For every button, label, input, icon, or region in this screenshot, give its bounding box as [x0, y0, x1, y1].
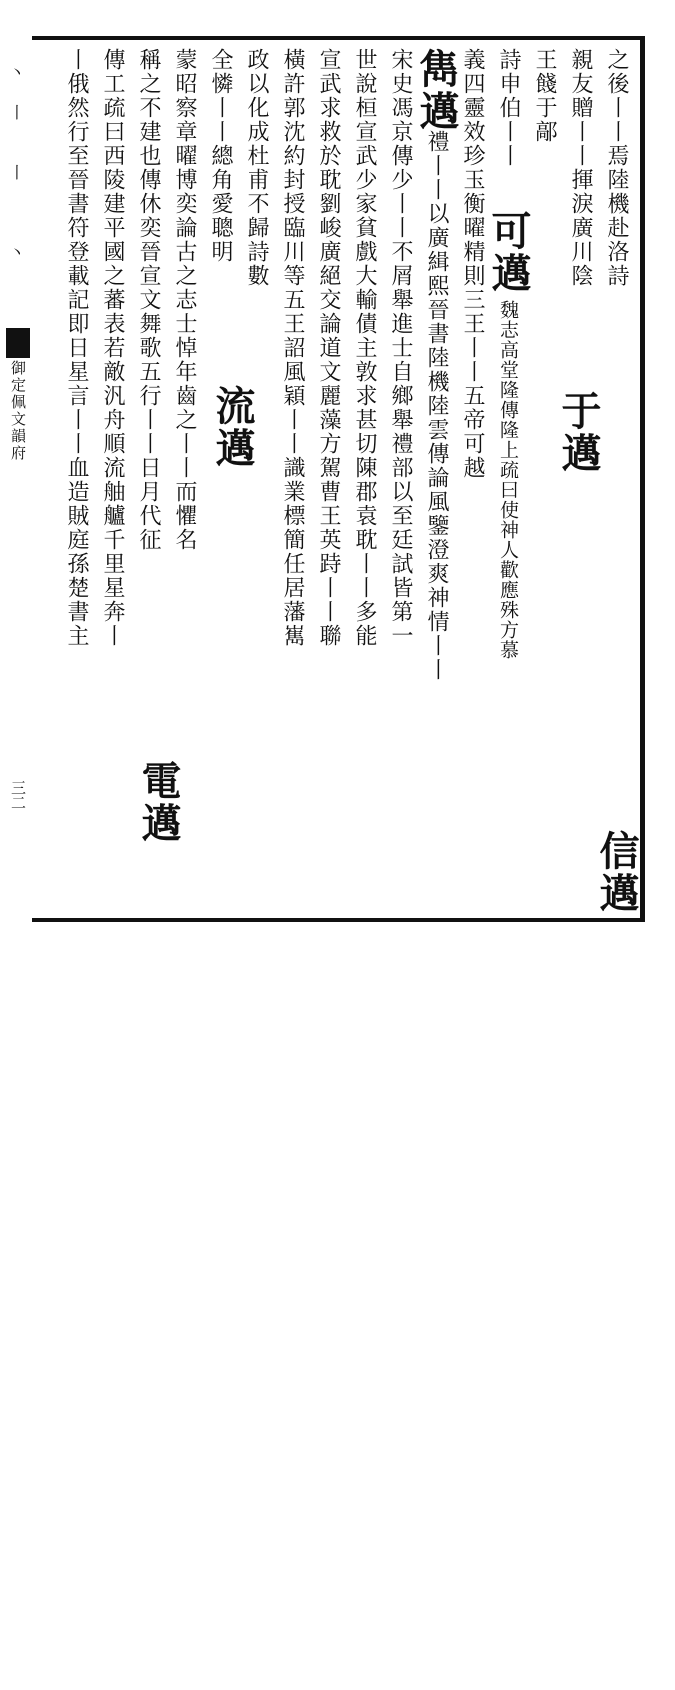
- text-column-14: 蒙昭察章曜博奕論古之志士悼年齒之丨丨而懼名: [172, 48, 197, 552]
- text-column-2: 親友贈丨丨揮淚廣川陰: [568, 48, 593, 288]
- text-column-11: 橫許郭沈約封授臨川等五王詔風穎丨丨識業標簡任居藩嶲: [280, 48, 305, 648]
- text-column-12: 政以化成杜甫不歸詩數: [244, 48, 269, 288]
- page-margin: [0, 40, 34, 912]
- text-column-15: 稱之不建也傳休奕晉宣文舞歌五行丨丨日月代征: [136, 48, 161, 552]
- margin-mark: 丨: [8, 163, 25, 182]
- headword-xinmai: 信邁: [593, 830, 640, 914]
- text-column-6: 義四靈效珍玉衡曜精則三王丨丨五帝可越: [460, 48, 485, 480]
- fish-tail-mark: [6, 328, 30, 358]
- headword-liumai: 流邁: [209, 385, 256, 469]
- text-column-3: 王餞于鄗: [532, 48, 557, 144]
- text-column-8: 宋史馮京傳少丨丨不屑舉進士自鄉舉禮部以至廷試皆第一: [388, 48, 413, 648]
- text-column-5: 魏志高堂隆傳隆上疏曰使神人歡應殊方慕: [497, 300, 519, 660]
- headword-kemai: 可邁: [485, 210, 532, 294]
- book-title: 御定佩文韻府: [9, 360, 27, 462]
- margin-mark: 丶: [8, 63, 25, 82]
- text-column-16: 傳工疏曰西陵建平國之蕃表若敵汎舟順流舳艫千里星奔丨: [100, 48, 125, 648]
- text-column-10: 宣武求救於耽劉峻廣絕交論道文麗藻方駕曹王英跱丨丨聯: [316, 48, 341, 648]
- text-column-7: 禮丨丨以廣緝熙晉書陸機陸雲傳論風鑒澄爽神情丨丨: [424, 130, 449, 682]
- margin-mark: 丨: [8, 103, 25, 122]
- text-column-9: 世說桓宣武少家貧戲大輸債主敦求甚切陳郡袁耽丨丨多能: [352, 48, 377, 648]
- headword-yumai: 于邁: [555, 390, 602, 474]
- text-column-17: 丨俄然行至晉書符登載記即日星言丨丨血造賊庭孫楚書主: [64, 48, 89, 648]
- margin-mark: 丶: [8, 243, 25, 262]
- headword-junmai: 雋邁: [413, 48, 460, 132]
- text-column-13: 全憐丨丨總角愛聰明: [208, 48, 233, 264]
- page-number: 三二: [9, 780, 27, 810]
- text-column-1: 之後丨丨焉陸機赴洛詩: [604, 48, 629, 288]
- headword-dianmai: 電邁: [135, 760, 182, 844]
- text-column-4: 詩申伯丨丨: [496, 48, 521, 168]
